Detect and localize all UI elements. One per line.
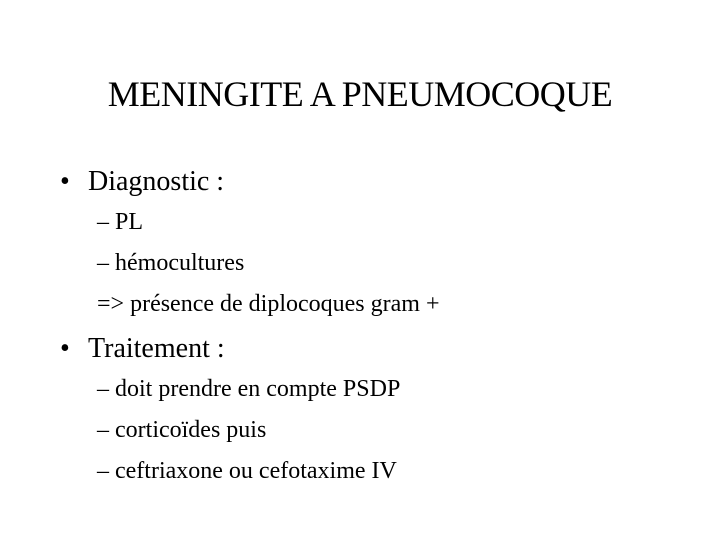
sub-item: – corticoïdes puis [97, 417, 267, 443]
sub-item: – PL [97, 209, 144, 235]
bullet-label: Traitement : [88, 333, 225, 364]
slide-title: MENINGITE A PNEUMOCOQUE [107, 74, 613, 114]
sub-item: – ceftriaxone ou cefotaxime IV [97, 458, 397, 484]
bullet-label: Diagnostic : [88, 166, 225, 197]
bullet-traitement [60, 332, 225, 366]
bullet-marker: • [60, 333, 70, 364]
sub-item: – hémocultures [97, 250, 245, 276]
bullet-diagnostic [60, 165, 224, 199]
bullet-marker: • [60, 166, 70, 197]
sub-item: => présence de diplocoques gram + [97, 291, 440, 317]
sub-item: – doit prendre en compte PSDP [97, 376, 401, 402]
